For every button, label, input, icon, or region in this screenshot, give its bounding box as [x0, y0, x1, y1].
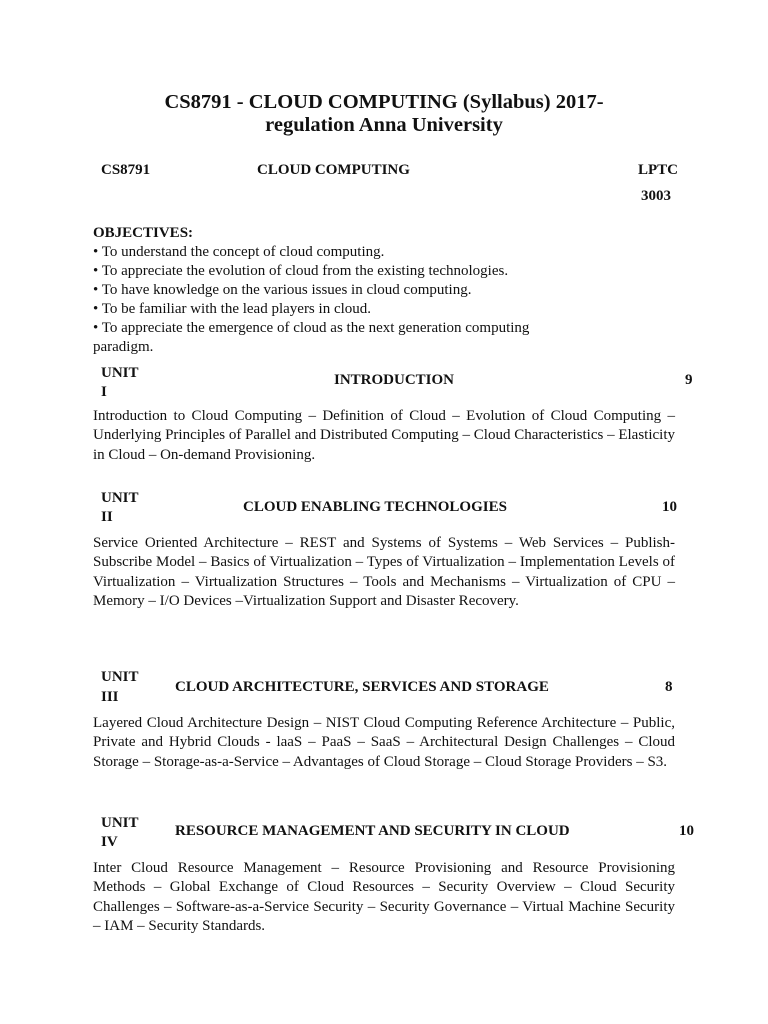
objective-item: paradigm. — [93, 339, 154, 355]
unit-content: Inter Cloud Resource Management – Resource Provisioning and Resource Provisioning Methods – Global Exchange of Cloud Resources – Security Overview – Cloud Security Challenges – Software-as-a-Service Security – Security Governance – Virtual Machine Security – IAM – Security Standards. — [93, 860, 675, 934]
objective-item: • To be familiar with the lead players in cloud. — [93, 301, 372, 317]
objective-item: • To have knowledge on the various issues in cloud computing. — [93, 282, 472, 298]
unit-hours: 10 — [679, 823, 694, 839]
objective-item: • To understand the concept of cloud computing. — [93, 244, 385, 260]
unit-number: II — [101, 509, 113, 525]
document-title-line1: CS8791 - CLOUD COMPUTING (Syllabus) 2017- — [164, 91, 604, 113]
unit-hours: 9 — [685, 372, 693, 388]
objective-item: • To appreciate the evolution of cloud from the existing technologies. — [93, 263, 509, 279]
unit-title: INTRODUCTION — [334, 372, 455, 388]
unit-label: UNIT — [101, 365, 139, 381]
unit-hours: 10 — [662, 499, 677, 515]
ltpc-label: LPTC — [638, 162, 679, 178]
unit-number: IV — [101, 834, 118, 850]
objective-item: • To appreciate the emergence of cloud as the next generation computing — [93, 320, 530, 336]
unit-title: RESOURCE MANAGEMENT AND SECURITY IN CLOUD — [175, 823, 570, 839]
unit-label: UNIT — [101, 815, 139, 831]
unit-title: CLOUD ARCHITECTURE, SERVICES AND STORAGE — [175, 679, 549, 695]
unit-number: III — [101, 689, 119, 705]
objectives-heading: OBJECTIVES: — [93, 225, 194, 241]
unit-hours: 8 — [665, 679, 673, 695]
course-code: CS8791 — [101, 162, 151, 178]
document-title-line2: regulation Anna University — [265, 114, 503, 136]
unit-content: Layered Cloud Architecture Design – NIST Cloud Computing Reference Architecture – Public, Private and Hybrid Clouds - laaS – PaaS – SaaS – Architectural Design Challenges – Cloud Storage – Storage-as-a-Service – Advantages of Cloud Storage – Cloud Storage Providers – S3. — [93, 715, 675, 770]
unit-label: UNIT — [101, 490, 139, 506]
unit-title: CLOUD ENABLING TECHNOLOGIES — [243, 499, 507, 515]
unit-label: UNIT — [101, 669, 139, 685]
unit-number: I — [101, 384, 107, 400]
course-name: CLOUD COMPUTING — [257, 162, 410, 178]
ltpc-value: 3003 — [641, 188, 671, 204]
unit-content: Service Oriented Architecture – REST and Systems of Systems – Web Services – Publish- Subscribe Model – Basics of Virtualization – Types of Virtualization – Implementation Levels of Virtualization – Virtualization Structures – Tools and Mechanisms – Virtualization of CPU – Memory – I/O Devices –Virtualization Support and Disaster Recovery. — [93, 535, 675, 609]
unit-content: Introduction to Cloud Computing – Definition of Cloud – Evolution of Cloud Computing – Underlying Principles of Parallel and Distributed Computing – Cloud Characteristics – Elasticity in Cloud – On-demand Provisioning. — [93, 408, 675, 463]
